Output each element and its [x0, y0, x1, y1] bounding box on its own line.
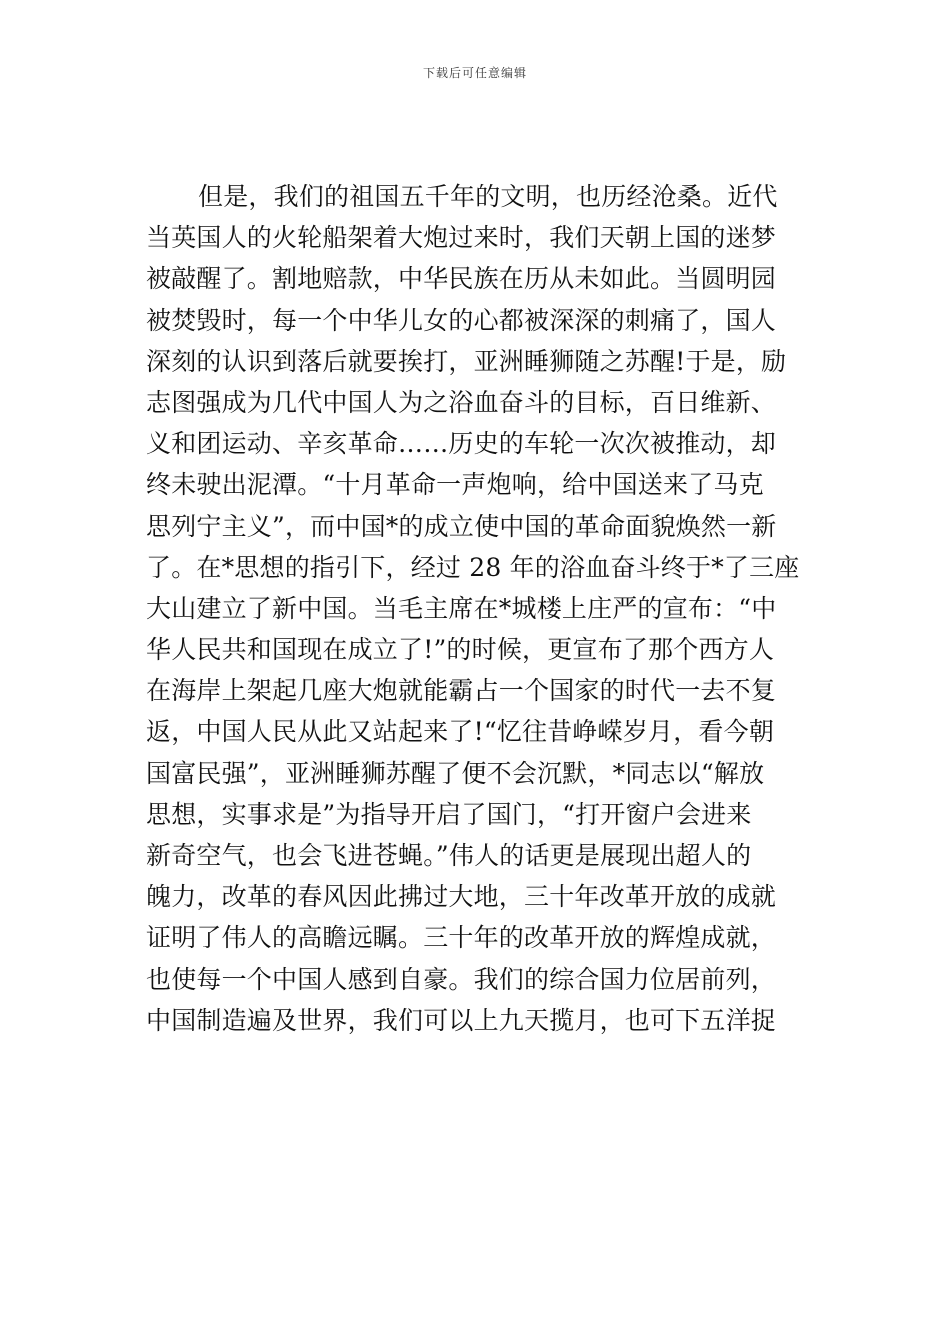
document-body	[146, 176, 808, 1041]
text-line: 终未驶出泥潭。“十月革命一声炮响，给中国送来了马克	[146, 470, 764, 500]
text-line: 义和团运动、辛亥革命……历史的车轮一次次被推动，却	[146, 429, 777, 459]
text-line: 深刻的认识到落后就要挨打，亚洲睡狮随之苏醒!于是，励	[146, 346, 787, 376]
text-line: 大山建立了新中国。当毛主席在*城楼上庄严的宣布：“中	[146, 593, 777, 623]
text-line: 志图强成为几代中国人为之浴血奋斗的目标，百日维新、	[146, 387, 777, 417]
text-line: 当英国人的火轮船架着大炮过来时，我们天朝上国的迷梦	[146, 223, 777, 253]
text-line: 国富民强”，亚洲睡狮苏醒了便不会沉默，*同志以“解放	[146, 758, 765, 788]
text-line: 华人民共和国现在成立了!”的时候，更宣布了那个西方人	[146, 635, 775, 665]
page-header: 下载后可任意编辑	[422, 66, 527, 80]
text-line: 新奇空气，也会飞进苍蝇。”伟人的话更是展现出超人的	[146, 841, 752, 870]
text-line: 在海岸上架起几座大炮就能霸占一个国家的时代一去不复	[146, 676, 777, 706]
text-line: 思想，实事求是”为指导开启了国门，“打开窗户会进来	[146, 799, 752, 829]
text-line: 证明了伟人的高瞻远瞩。三十年的改革开放的辉煌成就，	[146, 923, 777, 953]
text-line: 返，中国人民从此又站起来了!“忆往昔峥嵘岁月，看今朝	[146, 717, 775, 747]
text-line: 思列宁主义”，而中国*的成立使中国的革命面貌焕然一新	[146, 511, 777, 541]
text-line: 魄力，改革的春风因此拂过大地，三十年改革开放的成就	[146, 882, 777, 912]
text-line: 被敲醒了。割地赔款，中华民族在历从未如此。当圆明园	[146, 264, 777, 294]
text-line: 也使每一个中国人感到自豪。我们的综合国力位居前列，	[146, 964, 777, 994]
text-line: 中国制造遍及世界，我们可以上九天揽月，也可下五洋捉	[146, 1005, 777, 1035]
text-line: 被焚毁时，每一个中华儿女的心都被深深的刺痛了，国人	[146, 305, 777, 335]
text-line: 但是，我们的祖国五千年的文明，也历经沧桑。近代	[198, 182, 778, 211]
text-line: 了。在*思想的指引下，经过 28 年的浴血奋斗终于*了三座	[146, 552, 800, 582]
